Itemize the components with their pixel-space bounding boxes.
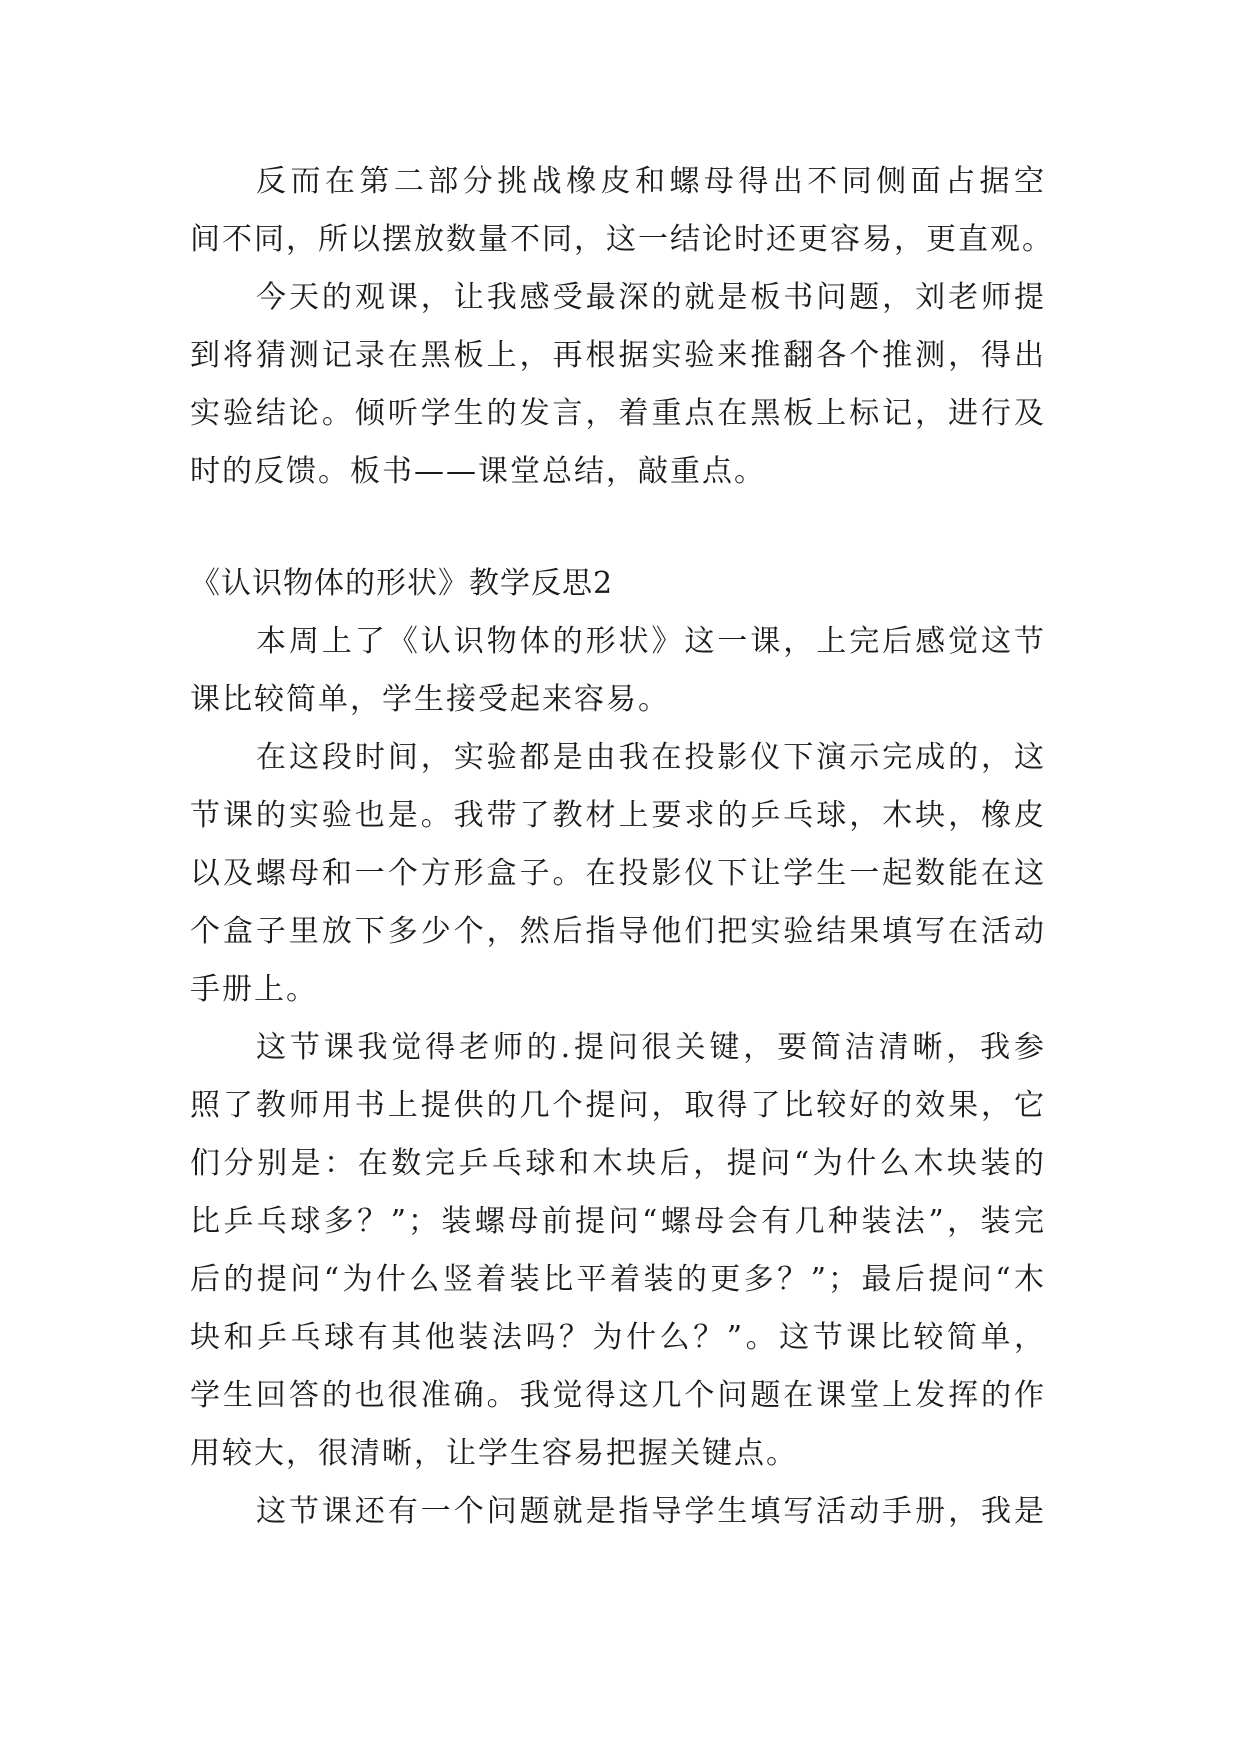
section-title: 《认识物体的形状》教学反思2 xyxy=(190,566,614,601)
paragraph-line: 个盒子里放下多少个，然后指导他们把实验结果填写在活动 xyxy=(190,914,1046,949)
paragraph-line: 用较大，很清晰，让学生容易把握关键点。 xyxy=(190,1436,798,1471)
paragraph-line: 以及螺母和一个方形盒子。在投影仪下让学生一起数能在这 xyxy=(190,856,1046,891)
paragraph-line: 块和乒乓球有其他装法吗？为什么？”。这节课比较简单， xyxy=(190,1320,1046,1355)
paragraph-line: 后的提问“为什么竖着装比平着装的更多？”；最后提问“木 xyxy=(190,1262,1046,1297)
paragraph-line: 时的反馈。板书——课堂总结，敲重点。 xyxy=(190,454,766,489)
paragraph-line: 在这段时间，实验都是由我在投影仪下演示完成的，这 xyxy=(256,740,1046,775)
paragraph-line: 照了教师用书上提供的几个提问，取得了比较好的效果，它 xyxy=(190,1088,1046,1123)
paragraph-line: 学生回答的也很准确。我觉得这几个问题在课堂上发挥的作 xyxy=(190,1378,1046,1413)
paragraph-line: 节课的实验也是。我带了教材上要求的乒乓球，木块，橡皮 xyxy=(190,798,1046,833)
paragraph-line: 反而在第二部分挑战橡皮和螺母得出不同侧面占据空 xyxy=(256,164,1046,199)
paragraph-line: 这节课我觉得老师的.提问很关键，要简洁清晰，我参 xyxy=(256,1030,1046,1065)
paragraph-line: 实验结论。倾听学生的发言，着重点在黑板上标记，进行及 xyxy=(190,396,1046,431)
paragraph-line: 本周上了《认识物体的形状》这一课，上完后感觉这节 xyxy=(256,624,1046,659)
paragraph-line: 课比较简单，学生接受起来容易。 xyxy=(190,682,670,717)
paragraph-line: 到将猜测记录在黑板上，再根据实验来推翻各个推测，得出 xyxy=(190,338,1046,373)
paragraph-line: 这节课还有一个问题就是指导学生填写活动手册，我是 xyxy=(256,1494,1046,1529)
paragraph-line: 今天的观课，让我感受最深的就是板书问题，刘老师提 xyxy=(256,280,1046,315)
paragraph-line: 手册上。 xyxy=(190,972,318,1007)
paragraph-line: 比乒乓球多？”；装螺母前提问“螺母会有几种装法”，装完 xyxy=(190,1204,1046,1239)
paragraph-line: 间不同，所以摆放数量不同，这一结论时还更容易，更直观。 xyxy=(190,222,1054,257)
paragraph-line: 们分别是：在数完乒乓球和木块后，提问“为什么木块装的 xyxy=(190,1146,1046,1181)
